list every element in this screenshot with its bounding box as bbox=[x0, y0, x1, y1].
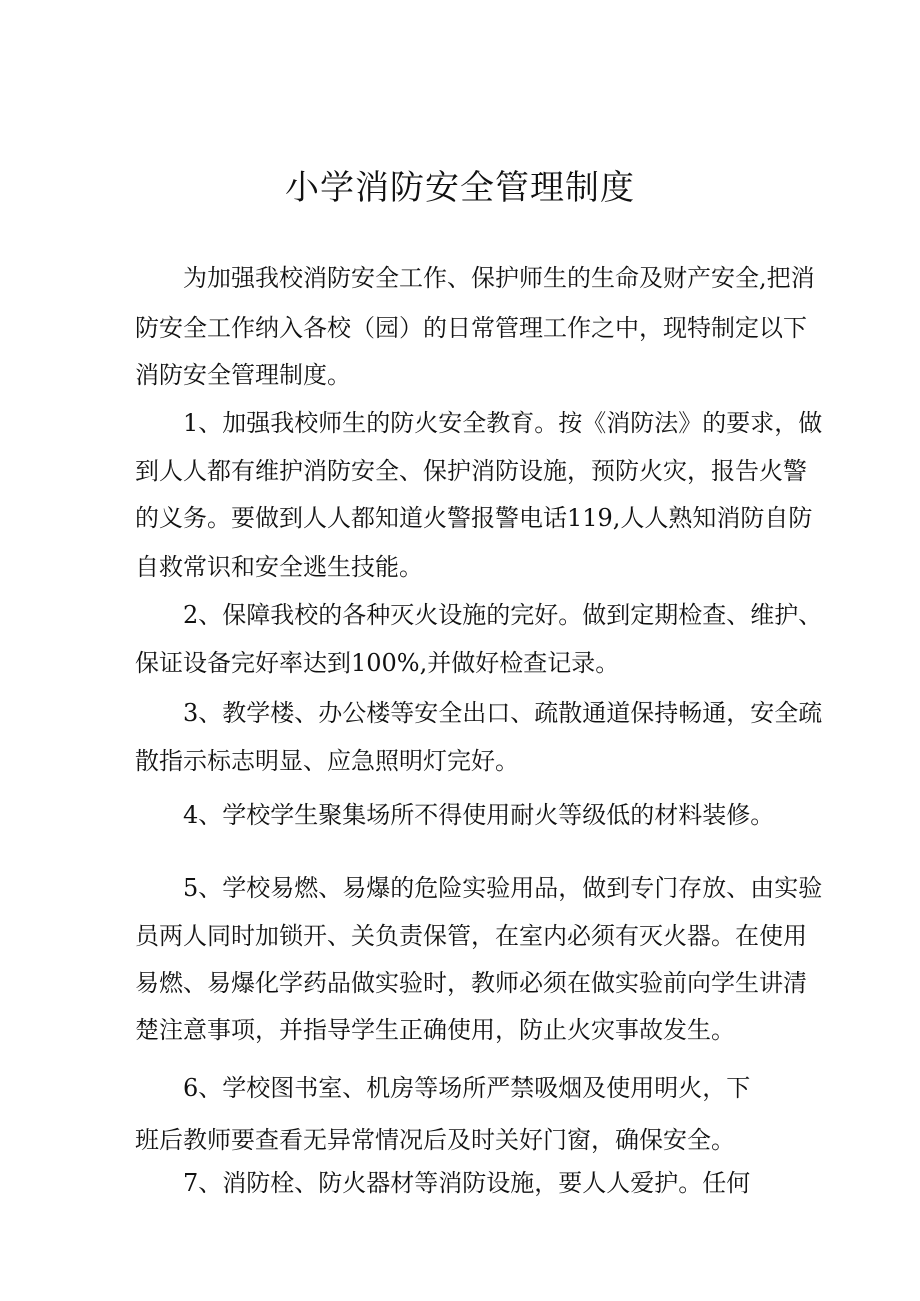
paragraph-line: 的义务。要做到人人都知道火警报警电话119,人人熟知消防自防 bbox=[135, 504, 813, 532]
paragraph-line: 5、学校易燃、易爆的危险实验用品，做到专门存放、由实验 bbox=[183, 874, 823, 902]
paragraph-line: 易燃、易爆化学药品做实验时，教师必须在做实验前向学生讲清 bbox=[135, 969, 807, 997]
paragraph-line: 到人人都有维护消防安全、保护消防设施，预防火灾，报告火警 bbox=[135, 457, 807, 485]
paragraph-line: 6、学校图书室、机房等场所严禁吸烟及使用明火，下 bbox=[183, 1074, 751, 1102]
document-title: 小学消防安全管理制度 bbox=[285, 168, 635, 208]
paragraph-line: 7、消防栓、防火器材等消防设施，要人人爱护。任何 bbox=[183, 1169, 751, 1197]
paragraph-line: 防安全工作纳入各校（园）的日常管理工作之中，现特制定以下 bbox=[135, 314, 807, 342]
paragraph-line: 散指示标志明显、应急照明灯完好。 bbox=[135, 747, 519, 775]
paragraph-line: 保证设备完好率达到100%,并做好检查记录。 bbox=[135, 649, 620, 677]
paragraph-line: 员两人同时加锁开、关负责保管，在室内必须有灭火器。在使用 bbox=[135, 922, 807, 950]
paragraph-line: 消防安全管理制度。 bbox=[135, 361, 351, 389]
paragraph-line: 2、保障我校的各种灭火设施的完好。做到定期检查、维护、 bbox=[183, 601, 823, 629]
paragraph-line: 4、学校学生聚集场所不得使用耐火等级低的材料装修。 bbox=[183, 801, 775, 829]
paragraph-line: 自救常识和安全逃生技能。 bbox=[135, 553, 423, 581]
paragraph-line: 3、教学楼、办公楼等安全出口、疏散通道保持畅通，安全疏 bbox=[183, 699, 823, 727]
paragraph-line: 班后教师要查看无异常情况后及时关好门窗，确保安全。 bbox=[135, 1126, 735, 1154]
paragraph-line: 楚注意事项，并指导学生正确使用，防止火灾事故发生。 bbox=[135, 1016, 735, 1044]
paragraph-line: 1、加强我校师生的防火安全教育。按《消防法》的要求，做 bbox=[183, 409, 823, 437]
paragraph-line: 为加强我校消防安全工作、保护师生的生命及财产安全,把消 bbox=[183, 264, 815, 292]
